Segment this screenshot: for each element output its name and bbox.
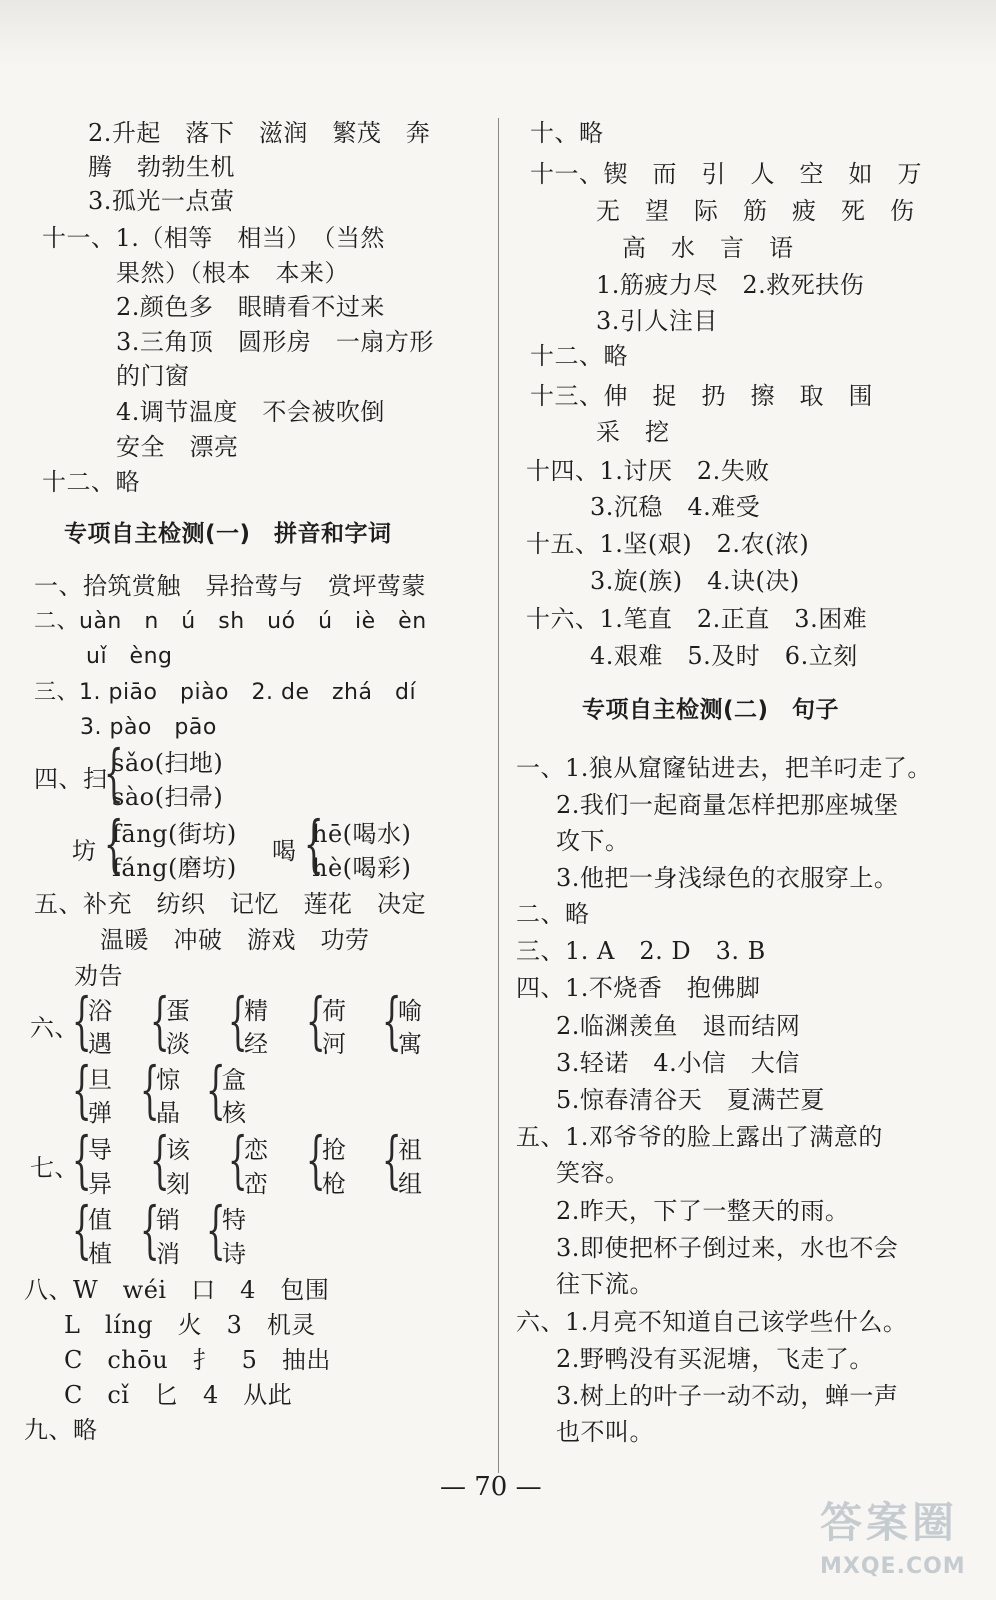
answer-line: 浴 (88, 997, 113, 1025)
brace-glyph: { (149, 1123, 170, 1196)
brace-glyph: { (103, 736, 124, 809)
answer-line: 2.野鸭没有买泥塘，飞走了。 (556, 1345, 874, 1373)
brace-glyph: { (205, 1193, 226, 1266)
answer-line: 劝告 (74, 962, 123, 990)
brace-glyph: { (205, 1053, 226, 1126)
answer-line: 十四、1.讨厌 2.失败 (526, 457, 770, 485)
answer-line: 该 (166, 1136, 191, 1164)
answer-line: 十二、略 (42, 468, 140, 496)
brace-glyph: { (103, 807, 124, 880)
answer-line: 3.孤光一点萤 (88, 187, 235, 215)
answer-line: 3.旋(族) 4.诀(决) (590, 567, 800, 595)
answer-line: 无 望 际 筋 疲 死 伤 (596, 197, 915, 225)
answer-line: 笑容。 (556, 1159, 630, 1187)
answer-line: 十、略 (530, 119, 604, 147)
answer-line: 十一、锲 而 引 人 空 如 万 (530, 160, 922, 188)
answer-line: 峦 (244, 1170, 269, 1198)
column-divider (498, 118, 499, 1473)
watermark-url: MXQE.COM (820, 1554, 966, 1579)
answer-line: 惊 (156, 1066, 181, 1094)
watermark-logo (820, 1490, 980, 1590)
answer-line: 采 挖 (596, 418, 670, 446)
answer-line: 四、扫 (34, 765, 108, 793)
section-heading-1: 专项自主检测(一) 拼音和字词 (64, 521, 392, 547)
brace-glyph: { (71, 1053, 92, 1126)
brace-glyph: { (139, 1193, 160, 1266)
answer-line: 祖 (398, 1136, 423, 1164)
answer-line: 消 (156, 1240, 181, 1268)
answer-line: 遇 (88, 1030, 113, 1058)
answer-line: 也不叫。 (556, 1418, 654, 1446)
answer-line: 3.即使把杯子倒过来，水也不会 (556, 1234, 899, 1262)
answer-line: 安全 漂亮 (116, 433, 239, 461)
answer-line: sǎo(扫地) (112, 749, 224, 777)
answer-line: 晶 (156, 1099, 181, 1127)
answer-line: 腾 勃勃生机 (88, 153, 235, 181)
answer-line: 刻 (166, 1170, 191, 1198)
answer-line: 3.三角顶 圆形房 一扇方形 (116, 328, 434, 356)
brace-glyph: { (381, 1123, 402, 1196)
answer-line: 十三、伸 捉 扔 擦 取 围 (530, 382, 873, 410)
answer-line: C chōu 扌 5 抽出 (64, 1346, 331, 1374)
answer-line: 经 (244, 1030, 269, 1058)
answer-line: 二、略 (516, 900, 590, 928)
answer-line: 2.昨天，下了一整天的雨。 (556, 1197, 850, 1225)
answer-line: 异 (88, 1170, 113, 1198)
answer-line: fáng(磨坊) (112, 854, 237, 882)
answer-line: 七、 (30, 1154, 79, 1182)
answer-line: 2.升起 落下 滋润 繁茂 奔 (88, 119, 431, 147)
answer-line: 蛋 (166, 997, 191, 1025)
answer-line: 温暖 冲破 游戏 功劳 (100, 926, 370, 954)
answer-line: 4.调节温度 不会被吹倒 (116, 398, 385, 426)
answer-line: 往下流。 (556, 1270, 654, 1298)
answer-line: 3.轻诺 4.小信 大信 (556, 1049, 800, 1077)
answer-line: 喝 (272, 837, 297, 865)
page-number: — 70 — (440, 1472, 542, 1502)
answer-line: 3.树上的叶子一动不动，蝉一声 (556, 1382, 899, 1410)
answer-line: 五、1.邓爷爷的脸上露出了满意的 (516, 1123, 883, 1151)
scan-top-band (0, 0, 996, 70)
section-heading-2: 专项自主检测(二) 句子 (582, 697, 840, 723)
brace-glyph: { (139, 1053, 160, 1126)
answer-line: 2.颜色多 眼睛看不过来 (116, 293, 385, 321)
answer-line: 抢 (322, 1136, 347, 1164)
watermark-text: 答案圈 (820, 1498, 959, 1547)
answer-line: 淡 (166, 1030, 191, 1058)
answer-line: L líng 火 3 机灵 (64, 1311, 316, 1339)
brace-glyph: { (149, 984, 170, 1057)
brace-glyph: { (71, 1193, 92, 1266)
brace-glyph: { (303, 807, 324, 880)
brace-glyph: { (227, 1123, 248, 1196)
answer-line: 一、1.狼从窟窿钻进去，把羊叼走了。 (516, 754, 932, 782)
answer-line: 八、W wéi 口 4 包围 (24, 1276, 330, 1304)
answer-line: 5.惊春清谷天 夏满芒夏 (556, 1086, 825, 1114)
answer-line: 三、1. piāo piào 2. de zhá dí (34, 680, 417, 705)
answer-line: fāng(街坊) (112, 820, 237, 848)
answer-line: 荷 (322, 997, 347, 1025)
answer-line: 2.我们一起商量怎样把那座城堡 (556, 791, 899, 819)
answer-line: 九、略 (24, 1416, 98, 1444)
answer-line: 二、uàn n ú sh uó ú iè èn (34, 609, 427, 634)
answer-line: 旦 (88, 1066, 113, 1094)
brace-glyph: { (71, 1123, 92, 1196)
answer-line: 三、1. A 2. D 3. B (516, 937, 766, 965)
answer-line: 核 (222, 1099, 247, 1127)
answer-line: 销 (156, 1206, 181, 1234)
brace-glyph: { (305, 984, 326, 1057)
answer-line: 坊 (72, 837, 97, 865)
answer-line: 十二、略 (530, 342, 628, 370)
answer-line: 恋 (244, 1136, 269, 1164)
answer-line: 精 (244, 997, 269, 1025)
answer-line: 3. pào pāo (80, 715, 217, 740)
answer-line: 高 水 言 语 (622, 234, 794, 262)
answer-line: hè(喝彩) (312, 854, 412, 882)
answer-line: 寓 (398, 1030, 423, 1058)
answer-line: hē(喝水) (312, 820, 412, 848)
answer-line: 组 (398, 1170, 423, 1198)
answer-line: 四、1.不烧香 抱佛脚 (516, 974, 761, 1002)
answer-line: 河 (322, 1030, 347, 1058)
answer-line: 枪 (322, 1170, 347, 1198)
answer-line: 六、 (30, 1014, 79, 1042)
answer-line: sào(扫帚) (112, 783, 224, 811)
brace-glyph: { (305, 1123, 326, 1196)
answer-line: 3.沉稳 4.难受 (590, 493, 761, 521)
brace-glyph: { (227, 984, 248, 1057)
answer-line: 导 (88, 1136, 113, 1164)
answer-line: uǐ èng (86, 644, 173, 669)
answer-line: 盒 (222, 1066, 247, 1094)
answer-line: 十五、1.坚(艰) 2.农(浓) (526, 530, 810, 558)
answer-line: C cǐ 匕 4 从此 (64, 1381, 293, 1409)
answer-line: 六、1.月亮不知道自己该学些什么。 (516, 1308, 908, 1336)
answer-line: 一、拾筑赏触 异拾莺与 赏坪莺蒙 (34, 572, 426, 600)
answer-line: 3.引人注目 (596, 307, 718, 335)
answer-line: 十六、1.笔直 2.正直 3.困难 (526, 605, 868, 633)
answer-line: 十一、1.（相等 相当） （当然 (42, 224, 385, 252)
answer-line: 2.临渊羡鱼 退而结网 (556, 1012, 801, 1040)
answer-line: 4.艰难 5.及时 6.立刻 (590, 642, 858, 670)
answer-line: 果然）（根本 本来） (116, 259, 349, 287)
brace-glyph: { (71, 984, 92, 1057)
answer-line: 植 (88, 1240, 113, 1268)
answer-line: 诗 (222, 1240, 247, 1268)
answer-line: 喻 (398, 997, 423, 1025)
answer-line: 1.筋疲力尽 2.救死扶伤 (596, 271, 865, 299)
answer-line: 弹 (88, 1099, 113, 1127)
answer-line: 特 (222, 1206, 247, 1234)
answer-line: 的门窗 (116, 362, 190, 390)
answer-line: 攻下。 (556, 827, 630, 855)
brace-glyph: { (381, 984, 402, 1057)
answer-line: 值 (88, 1206, 113, 1234)
answer-line: 3.他把一身浅绿色的衣服穿上。 (556, 864, 899, 892)
answer-line: 五、补充 纺织 记忆 莲花 决定 (34, 890, 426, 918)
